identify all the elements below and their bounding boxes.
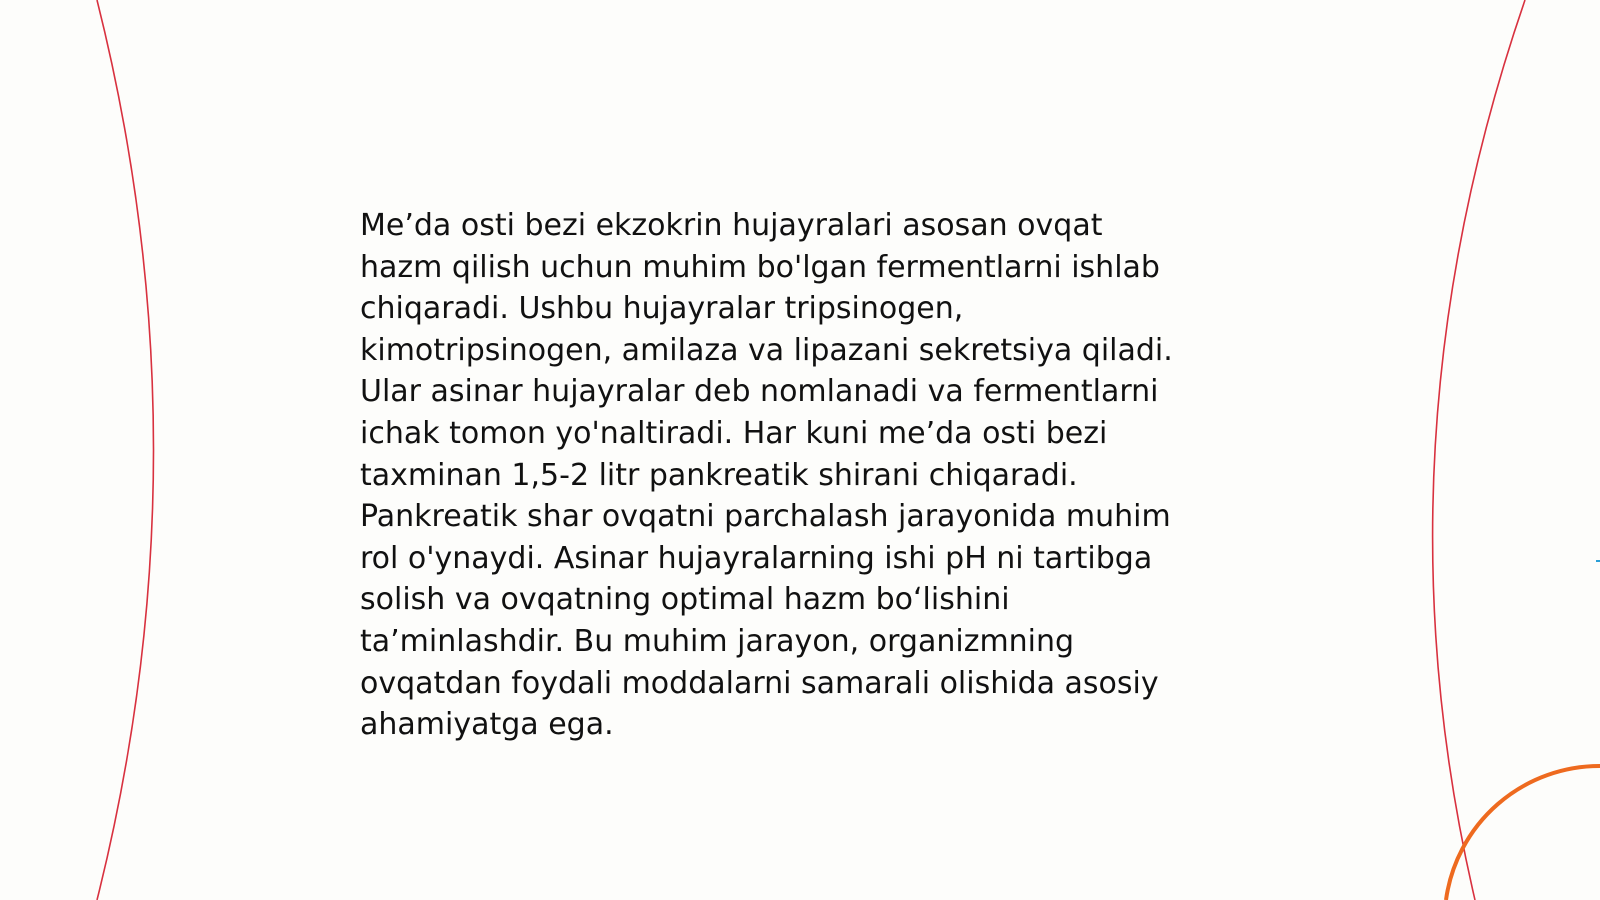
body-paragraph bbox=[360, 205, 1260, 746]
paragraph-line: kimotripsinogen, amilaza va lipazani sekretsiya qiladi. bbox=[360, 332, 1173, 368]
left-curve-line bbox=[97, 0, 154, 900]
orange-arc bbox=[1446, 766, 1600, 900]
right-curve-line bbox=[1433, 0, 1525, 900]
paragraph-line: taxminan 1,5-2 litr pankreatik shirani chiqaradi. bbox=[360, 457, 1078, 493]
paragraph-line: chiqaradi. Ushbu hujayralar tripsinogen, bbox=[360, 291, 964, 327]
paragraph-line: Ular asinar hujayralar deb nomlanadi va fermentlarni bbox=[360, 374, 1159, 410]
paragraph-line: solish va ovqatning optimal hazm bo‘lishini bbox=[360, 582, 1010, 618]
paragraph-line: ichak tomon yo'naltiradi. Har kuni me’da osti bezi bbox=[360, 415, 1108, 451]
paragraph-line: Me’da osti bezi ekzokrin hujayralari asosan ovqat bbox=[360, 208, 1103, 243]
paragraph-line: Pankreatik shar ovqatni parchalash jarayonida muhim bbox=[360, 499, 1171, 535]
paragraph-line: rol o'ynaydi. Asinar hujayralarning ishi pH ni tartibga bbox=[360, 540, 1153, 576]
paragraph-line: ta’minlashdir. Bu muhim jarayon, organizmning bbox=[360, 623, 1075, 659]
paragraph-line: hazm qilish uchun muhim bo'lgan fermentlarni ishlab bbox=[360, 249, 1160, 285]
paragraph-line: ovqatdan foydali moddalarni samarali olishida asosiy bbox=[360, 665, 1159, 701]
paragraph-line: ahamiyatga ega. bbox=[360, 707, 614, 743]
